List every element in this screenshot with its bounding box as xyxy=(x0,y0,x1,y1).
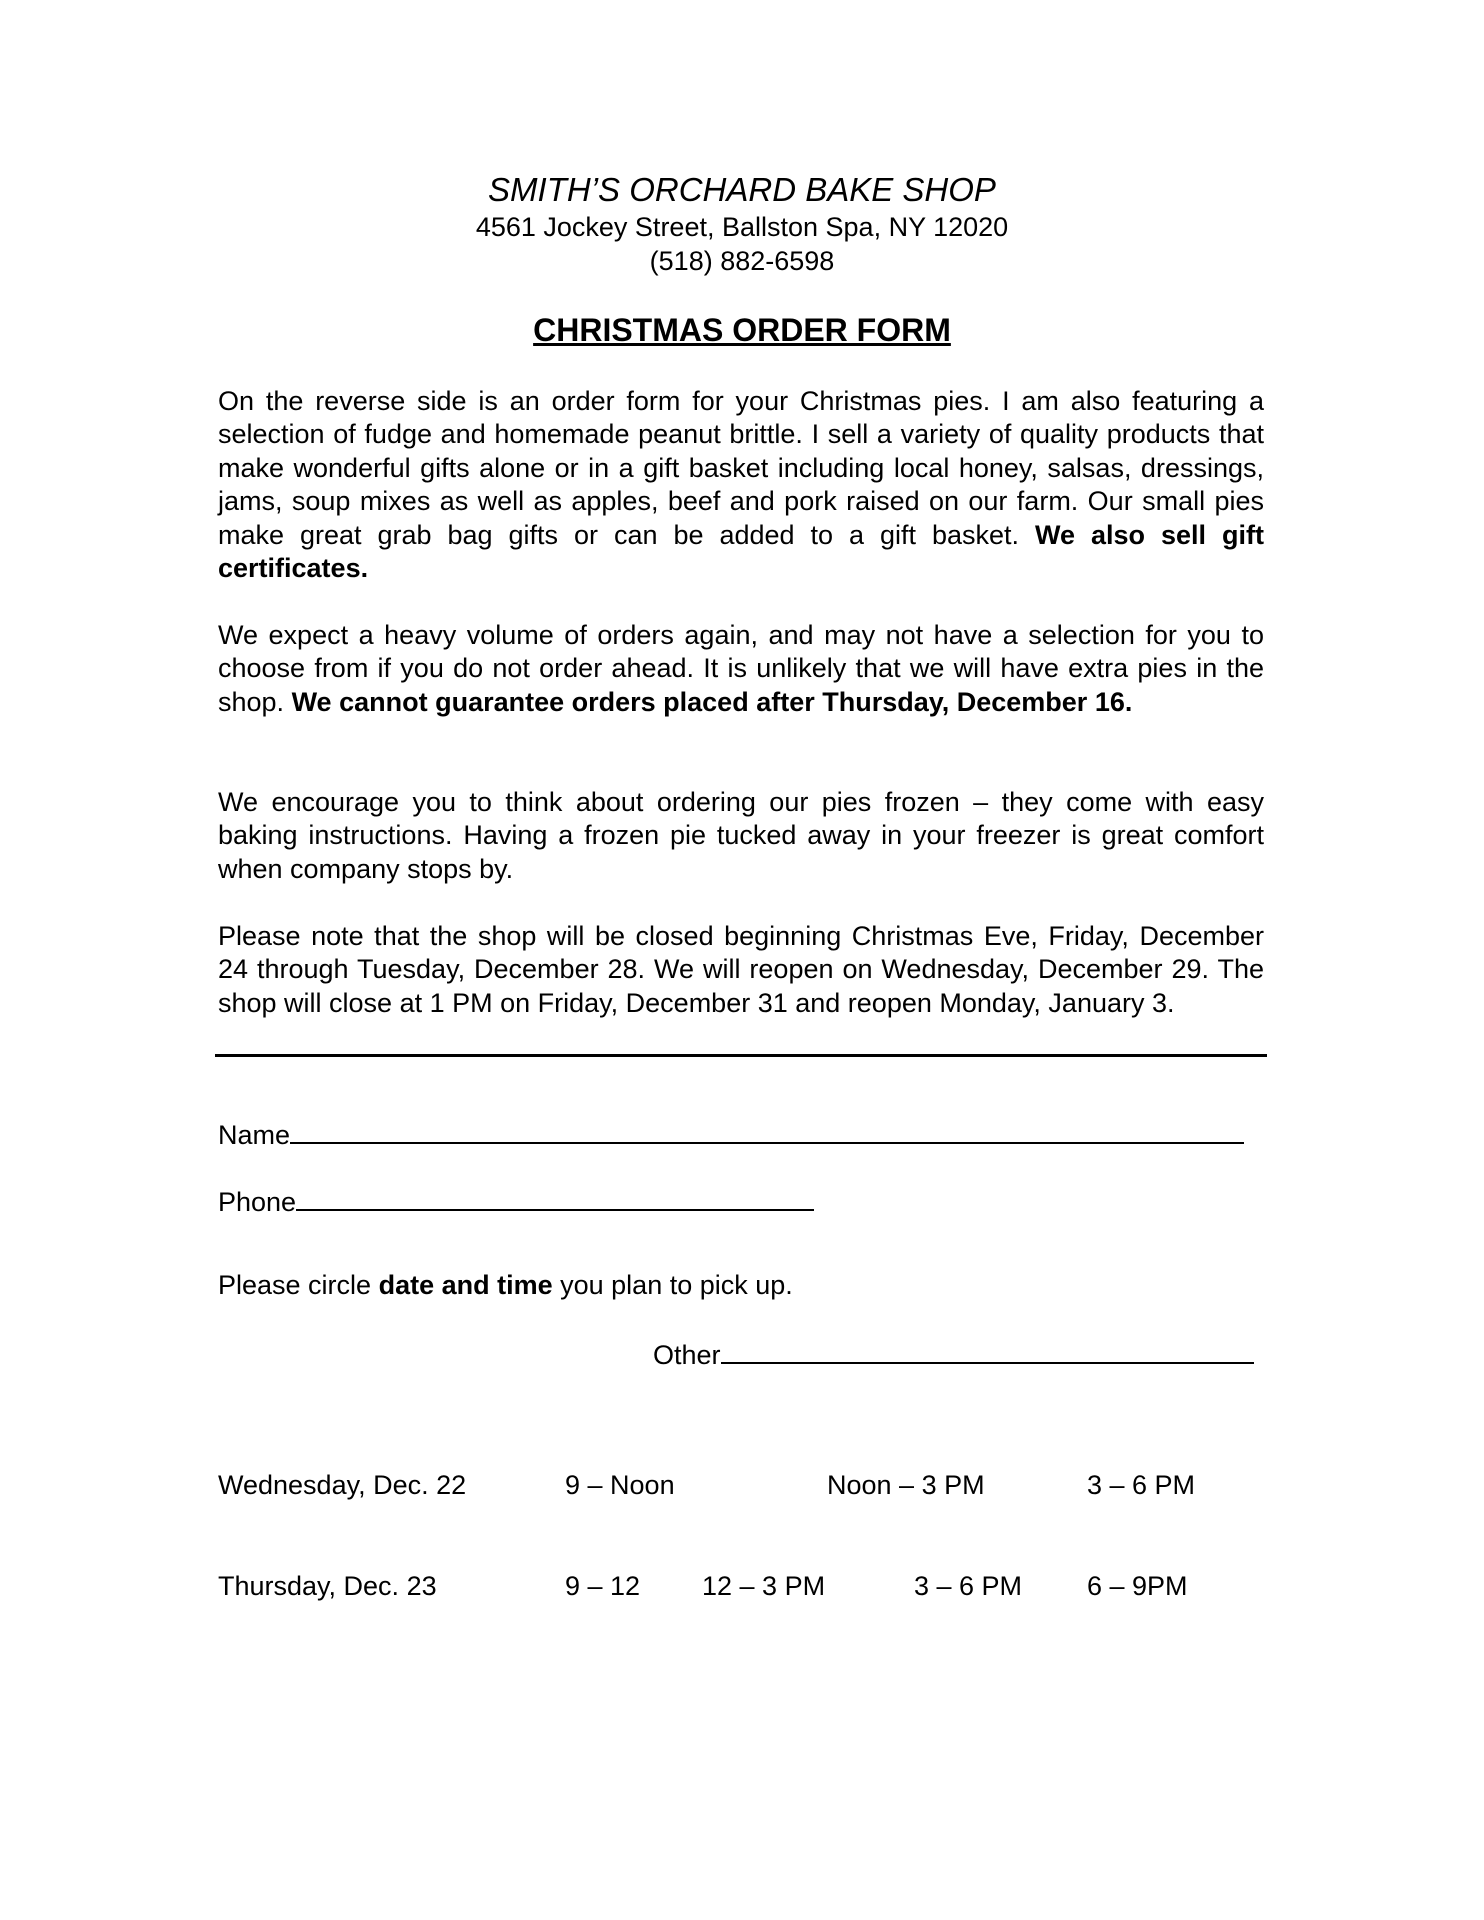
section-divider xyxy=(215,1054,1267,1057)
intro-text: On the reverse side is an order form for your Christmas pies. I am also featuring a selection of fudge and homemade peanut brittle. I sell a variety of quality products that make wonderful gifts alone or in a gift basket including local honey, salsas, dressings, jams, soup mixes as well as apples, beef and pork raised on our farm. Our small pies make great grab bag gifts or can be added to a gift basket. xyxy=(218,386,1264,550)
thursday-slot-afternoon[interactable]: 12 – 3 PM xyxy=(702,1571,826,1601)
name-input-line[interactable] xyxy=(290,1116,1244,1144)
phone-label: Phone xyxy=(218,1187,297,1217)
pickup-instruction-emphasis: date and time xyxy=(378,1270,553,1300)
shop-phone: (518) 882-6598 xyxy=(649,246,835,276)
wednesday-day-label: Wednesday, Dec. 22 xyxy=(218,1470,467,1500)
wednesday-slot-evening[interactable]: 3 – 6 PM xyxy=(1087,1470,1196,1500)
closing-dates-paragraph: Please note that the shop will be closed beginning Christmas Eve, Friday, December 24 through Tuesday, December 28. We will reopen on Wednesday, December 29. The shop will close at 1 PM on Friday, December 31 and reopen Monday, January 3. xyxy=(218,921,1264,1018)
frozen-pies-paragraph: We encourage you to think about ordering our pies frozen – they come with easy baking instructions. Having a frozen pie tucked away in your freezer is great comfort when company stops by. xyxy=(218,787,1264,884)
pickup-instruction xyxy=(218,1270,793,1301)
name-field-row xyxy=(218,1116,1244,1151)
pickup-instruction-suffix: you plan to pick up. xyxy=(552,1270,793,1300)
gift-certificates-note: We also sell gift certificates. xyxy=(218,519,1264,584)
other-label: Other xyxy=(653,1340,721,1370)
shop-name: SMITH’S ORCHARD BAKE SHOP xyxy=(488,171,996,208)
order-deadline-note: We cannot guarantee orders placed after Thursday, December 16. xyxy=(291,686,1133,717)
wednesday-slot-afternoon[interactable]: Noon – 3 PM xyxy=(827,1470,985,1500)
phone-field-row xyxy=(218,1183,814,1218)
other-input-line[interactable] xyxy=(721,1336,1254,1364)
thursday-slot-morning[interactable]: 9 – 12 xyxy=(565,1571,641,1601)
order-volume-paragraph xyxy=(218,619,1264,719)
wednesday-slot-morning[interactable]: 9 – Noon xyxy=(565,1470,675,1500)
other-field-row xyxy=(653,1336,1254,1371)
shop-address: 4561 Jockey Street, Ballston Spa, NY 12020 xyxy=(475,212,1009,242)
form-title: CHRISTMAS ORDER FORM xyxy=(533,312,951,348)
thursday-slot-late-afternoon[interactable]: 3 – 6 PM xyxy=(914,1571,1023,1601)
thursday-slot-evening[interactable]: 6 – 9PM xyxy=(1087,1571,1188,1601)
order-volume-text: We expect a heavy volume of orders again, and may not have a selection for you to choose from if you do not order ahead. It is unlikely that we will have extra pies in the shop. xyxy=(218,620,1264,717)
phone-input-line[interactable] xyxy=(296,1183,814,1211)
name-label: Name xyxy=(218,1120,291,1150)
thursday-day-label: Thursday, Dec. 23 xyxy=(218,1571,437,1601)
intro-paragraph xyxy=(218,385,1264,585)
pickup-instruction-prefix: Please circle xyxy=(218,1270,379,1300)
